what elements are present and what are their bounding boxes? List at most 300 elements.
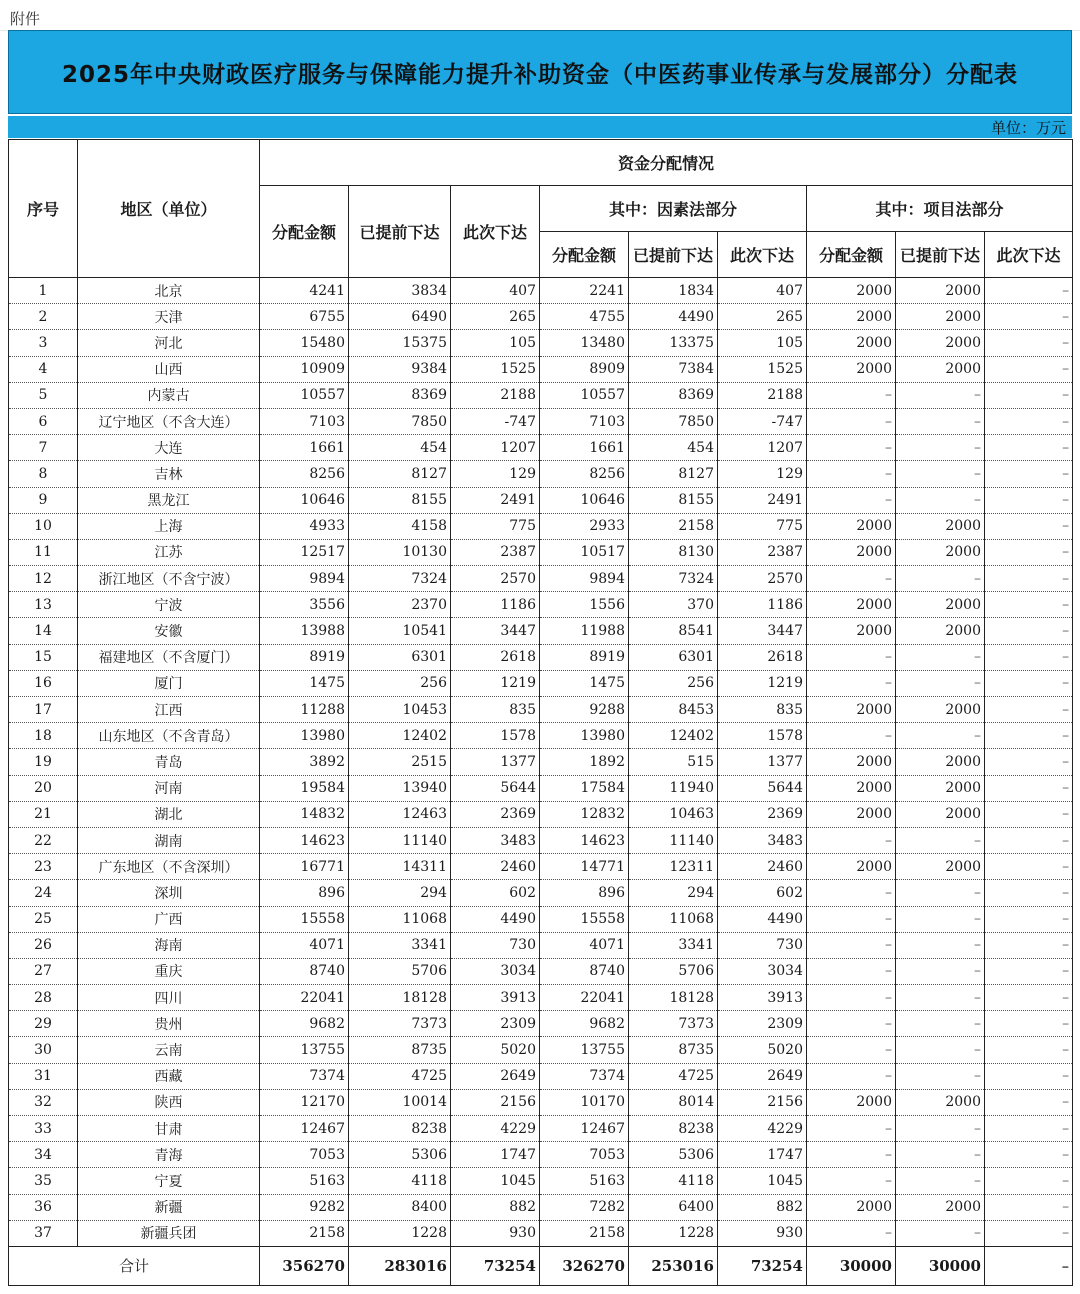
table-row (9, 618, 1073, 644)
row-value: 1661 (260, 435, 349, 461)
row-value: – (896, 1220, 985, 1246)
table-row (9, 644, 1073, 670)
total-cell: 30000 (896, 1246, 985, 1285)
table-row (9, 461, 1073, 487)
row-value: – (985, 1089, 1073, 1115)
row-value: – (985, 958, 1073, 984)
row-value: 9682 (540, 1011, 629, 1037)
row-value: – (807, 382, 896, 408)
row-value: 8155 (349, 487, 451, 513)
row-value: 1228 (629, 1220, 718, 1246)
row-region: 山东地区（不含青岛） (78, 723, 260, 749)
header-project-advance: 已提前下达 (896, 232, 985, 278)
row-seq: 13 (9, 592, 78, 618)
total-cell: 326270 (540, 1246, 629, 1285)
row-value: 1747 (718, 1142, 807, 1168)
document-title: 2025年中央财政医疗服务与保障能力提升补助资金（中医药事业传承与发展部分）分配表 (61, 61, 1018, 88)
row-value: 454 (349, 435, 451, 461)
row-value: – (896, 644, 985, 670)
row-value: 13755 (260, 1037, 349, 1063)
row-value: 14623 (540, 827, 629, 853)
total-cell: 356270 (260, 1246, 349, 1285)
row-value: 730 (451, 932, 540, 958)
header-project-this: 此次下达 (985, 232, 1073, 278)
row-value: 9282 (260, 1194, 349, 1220)
row-value: – (985, 644, 1073, 670)
row-seq: 35 (9, 1168, 78, 1194)
row-value: 13980 (540, 723, 629, 749)
row-value: 3034 (451, 958, 540, 984)
row-value: – (896, 1011, 985, 1037)
row-value: 7324 (629, 566, 718, 592)
row-value: 835 (451, 697, 540, 723)
row-value: 2000 (807, 775, 896, 801)
row-seq: 5 (9, 382, 78, 408)
row-value: 7384 (629, 356, 718, 382)
row-value: 3341 (629, 932, 718, 958)
row-value: 3913 (451, 985, 540, 1011)
row-value: 11288 (260, 697, 349, 723)
row-value: 18128 (349, 985, 451, 1011)
row-region: 西藏 (78, 1063, 260, 1089)
row-value: – (985, 801, 1073, 827)
row-value: – (985, 513, 1073, 539)
row-value: 129 (718, 461, 807, 487)
row-value: 12402 (349, 723, 451, 749)
row-value: 4071 (260, 932, 349, 958)
row-value: 1219 (718, 670, 807, 696)
row-value: – (807, 1063, 896, 1089)
row-value: 19584 (260, 775, 349, 801)
header-project-alloc: 分配金额 (807, 232, 896, 278)
row-value: 7324 (349, 566, 451, 592)
row-region: 重庆 (78, 958, 260, 984)
table-row (9, 1037, 1073, 1063)
row-value: 6301 (349, 644, 451, 670)
row-value: – (896, 723, 985, 749)
row-value: 2000 (807, 854, 896, 880)
row-seq: 26 (9, 932, 78, 958)
row-value: 6755 (260, 304, 349, 330)
row-value: – (985, 1220, 1073, 1246)
row-value: – (985, 670, 1073, 696)
table-row (9, 906, 1073, 932)
total-cell: 73254 (718, 1246, 807, 1285)
table-row (9, 539, 1073, 565)
row-value: – (896, 382, 985, 408)
row-region: 黑龙江 (78, 487, 260, 513)
row-value: – (896, 1037, 985, 1063)
row-seq: 37 (9, 1220, 78, 1246)
row-value: 2000 (807, 697, 896, 723)
row-value: 5306 (349, 1142, 451, 1168)
table-row (9, 932, 1073, 958)
row-value: 835 (718, 697, 807, 723)
allocation-table (8, 139, 1073, 1286)
table-row (9, 408, 1073, 434)
row-value: 2460 (718, 854, 807, 880)
row-value: – (985, 880, 1073, 906)
row-value: – (896, 670, 985, 696)
row-value: 370 (629, 592, 718, 618)
row-value: 13755 (540, 1037, 629, 1063)
table-row (9, 827, 1073, 853)
row-value: 2000 (807, 1194, 896, 1220)
row-region: 辽宁地区（不含大连） (78, 408, 260, 434)
total-label: 合计 (9, 1246, 260, 1285)
row-value: – (985, 592, 1073, 618)
row-value: 8256 (540, 461, 629, 487)
row-value: 5706 (629, 958, 718, 984)
row-value: 1045 (451, 1168, 540, 1194)
row-region: 湖北 (78, 801, 260, 827)
row-value: 2000 (896, 304, 985, 330)
row-value: 22041 (540, 985, 629, 1011)
row-value: 3483 (718, 827, 807, 853)
row-value: 1834 (629, 278, 718, 304)
row-value: 930 (451, 1220, 540, 1246)
row-value: 2369 (451, 801, 540, 827)
row-value: 1578 (451, 723, 540, 749)
row-value: 5644 (451, 775, 540, 801)
row-value: 1747 (451, 1142, 540, 1168)
row-value: 2000 (807, 278, 896, 304)
row-value: 10014 (349, 1089, 451, 1115)
row-value: – (896, 958, 985, 984)
row-seq: 15 (9, 644, 78, 670)
row-value: – (985, 304, 1073, 330)
row-value: 4490 (451, 906, 540, 932)
row-value: 5706 (349, 958, 451, 984)
title-banner (8, 30, 1072, 114)
table-row (9, 749, 1073, 775)
row-value: – (985, 487, 1073, 513)
row-value: 10646 (260, 487, 349, 513)
row-value: – (896, 880, 985, 906)
row-region: 云南 (78, 1037, 260, 1063)
row-value: 2156 (451, 1089, 540, 1115)
row-value: 294 (349, 880, 451, 906)
row-value: – (807, 1037, 896, 1063)
row-value: – (807, 880, 896, 906)
row-value: -747 (718, 408, 807, 434)
row-value: 2000 (807, 618, 896, 644)
row-value: 4229 (718, 1116, 807, 1142)
row-value: 454 (629, 435, 718, 461)
row-value: – (896, 906, 985, 932)
table-row (9, 566, 1073, 592)
row-value: 9288 (540, 697, 629, 723)
row-value: – (985, 1037, 1073, 1063)
row-region: 青岛 (78, 749, 260, 775)
row-seq: 34 (9, 1142, 78, 1168)
row-value: – (807, 435, 896, 461)
row-value: – (985, 435, 1073, 461)
row-value: 2000 (807, 801, 896, 827)
row-region: 海南 (78, 932, 260, 958)
row-value: 8735 (349, 1037, 451, 1063)
row-value: – (985, 1142, 1073, 1168)
row-value: 2000 (896, 749, 985, 775)
total-cell: 30000 (807, 1246, 896, 1285)
row-region: 广东地区（不含深圳） (78, 854, 260, 880)
row-value: – (896, 408, 985, 434)
row-value: 2570 (718, 566, 807, 592)
row-value: 775 (451, 513, 540, 539)
table-row (9, 513, 1073, 539)
row-value: 11140 (629, 827, 718, 853)
row-value: 3483 (451, 827, 540, 853)
row-seq: 22 (9, 827, 78, 853)
row-value: 602 (451, 880, 540, 906)
row-value: – (896, 932, 985, 958)
row-value: 8155 (629, 487, 718, 513)
top-grid-line (0, 0, 1080, 31)
row-seq: 17 (9, 697, 78, 723)
row-value: 2000 (896, 801, 985, 827)
row-value: 2188 (451, 382, 540, 408)
row-value: 3341 (349, 932, 451, 958)
row-seq: 3 (9, 330, 78, 356)
row-value: 5644 (718, 775, 807, 801)
table-row (9, 1168, 1073, 1194)
row-value: 407 (718, 278, 807, 304)
row-value: 896 (540, 880, 629, 906)
row-value: 1207 (718, 435, 807, 461)
row-value: 8369 (349, 382, 451, 408)
row-value: 1661 (540, 435, 629, 461)
table-row (9, 854, 1073, 880)
table-row (9, 958, 1073, 984)
row-value: 7103 (260, 408, 349, 434)
row-value: 2158 (260, 1220, 349, 1246)
row-value: 8238 (349, 1116, 451, 1142)
row-value: 2156 (718, 1089, 807, 1115)
row-value: 8014 (629, 1089, 718, 1115)
row-value: 4933 (260, 513, 349, 539)
row-value: 1892 (540, 749, 629, 775)
row-region: 青海 (78, 1142, 260, 1168)
row-value: 5306 (629, 1142, 718, 1168)
row-value: 16771 (260, 854, 349, 880)
row-value: 8400 (349, 1194, 451, 1220)
row-value: – (807, 723, 896, 749)
row-value: – (985, 1194, 1073, 1220)
row-value: 2000 (896, 330, 985, 356)
row-seq: 9 (9, 487, 78, 513)
row-region: 深圳 (78, 880, 260, 906)
row-value: 11068 (349, 906, 451, 932)
row-value: – (985, 854, 1073, 880)
attachment-label: 附件 (10, 10, 41, 28)
row-value: – (807, 566, 896, 592)
row-seq: 14 (9, 618, 78, 644)
row-value: 882 (718, 1194, 807, 1220)
row-value: 775 (718, 513, 807, 539)
row-value: 15480 (260, 330, 349, 356)
row-region: 山西 (78, 356, 260, 382)
row-value: 1045 (718, 1168, 807, 1194)
row-value: 13940 (349, 775, 451, 801)
row-value: 1475 (540, 670, 629, 696)
table-row (9, 1116, 1073, 1142)
row-value: 2241 (540, 278, 629, 304)
row-seq: 8 (9, 461, 78, 487)
row-value: – (985, 382, 1073, 408)
header-factor-part: 其中：因素法部分 (540, 186, 807, 232)
row-value: 1228 (349, 1220, 451, 1246)
table-row (9, 670, 1073, 696)
row-value: 2000 (896, 513, 985, 539)
row-value: 10557 (260, 382, 349, 408)
row-value: 12467 (540, 1116, 629, 1142)
header-issued-in-advance: 已提前下达 (349, 186, 451, 278)
row-value: 2000 (807, 356, 896, 382)
row-value: – (896, 461, 985, 487)
total-cell: 283016 (349, 1246, 451, 1285)
row-value: – (985, 539, 1073, 565)
row-value: – (985, 461, 1073, 487)
row-value: 2618 (718, 644, 807, 670)
row-region: 四川 (78, 985, 260, 1011)
row-value: 7850 (629, 408, 718, 434)
row-value: 7373 (349, 1011, 451, 1037)
row-value: 2491 (718, 487, 807, 513)
row-value: -747 (451, 408, 540, 434)
table-row (9, 723, 1073, 749)
row-value: 5163 (260, 1168, 349, 1194)
row-value: 4118 (349, 1168, 451, 1194)
row-value: 2000 (896, 356, 985, 382)
row-value: 2188 (718, 382, 807, 408)
row-value: – (896, 827, 985, 853)
row-value: 2000 (896, 1089, 985, 1115)
row-region: 江西 (78, 697, 260, 723)
row-value: 515 (629, 749, 718, 775)
row-value: 4158 (349, 513, 451, 539)
row-value: 8130 (629, 539, 718, 565)
row-value: 7282 (540, 1194, 629, 1220)
row-seq: 25 (9, 906, 78, 932)
row-seq: 36 (9, 1194, 78, 1220)
table-row (9, 985, 1073, 1011)
row-value: 4725 (349, 1063, 451, 1089)
total-cell: – (985, 1246, 1073, 1285)
row-seq: 23 (9, 854, 78, 880)
row-seq: 30 (9, 1037, 78, 1063)
row-value: 12463 (349, 801, 451, 827)
row-value: 2370 (349, 592, 451, 618)
row-value: 8127 (349, 461, 451, 487)
row-value: 10557 (540, 382, 629, 408)
row-value: 8256 (260, 461, 349, 487)
row-region: 江苏 (78, 539, 260, 565)
row-value: 2000 (896, 697, 985, 723)
unit-label: 单位：万元 (990, 118, 1066, 137)
row-value: 8453 (629, 697, 718, 723)
row-value: – (896, 566, 985, 592)
table-row (9, 435, 1073, 461)
row-seq: 6 (9, 408, 78, 434)
unit-bar (8, 116, 1072, 138)
row-region: 河北 (78, 330, 260, 356)
header-project-part: 其中：项目法部分 (807, 186, 1073, 232)
row-value: 6301 (629, 644, 718, 670)
row-value: 2000 (896, 592, 985, 618)
row-value: 17584 (540, 775, 629, 801)
row-value: 8919 (260, 644, 349, 670)
row-value: 2158 (629, 513, 718, 539)
row-value: 4490 (629, 304, 718, 330)
table-row (9, 1142, 1073, 1168)
row-seq: 32 (9, 1089, 78, 1115)
row-value: 15558 (260, 906, 349, 932)
row-region: 上海 (78, 513, 260, 539)
row-value: 5020 (451, 1037, 540, 1063)
row-region: 宁波 (78, 592, 260, 618)
row-value: – (985, 775, 1073, 801)
table-row (9, 278, 1073, 304)
header-this-issue: 此次下达 (451, 186, 540, 278)
row-value: 1377 (451, 749, 540, 775)
row-value: 2460 (451, 854, 540, 880)
row-seq: 18 (9, 723, 78, 749)
row-value: 12517 (260, 539, 349, 565)
row-value: 3913 (718, 985, 807, 1011)
table-row (9, 697, 1073, 723)
row-value: 2649 (451, 1063, 540, 1089)
row-value: 2000 (896, 854, 985, 880)
row-value: 2309 (451, 1011, 540, 1037)
row-value: – (807, 1168, 896, 1194)
table-row (9, 801, 1073, 827)
row-seq: 29 (9, 1011, 78, 1037)
row-seq: 21 (9, 801, 78, 827)
row-value: 3556 (260, 592, 349, 618)
row-value: 2000 (896, 618, 985, 644)
row-value: 2933 (540, 513, 629, 539)
row-region: 新疆兵团 (78, 1220, 260, 1246)
table-body (9, 278, 1073, 1247)
row-seq: 4 (9, 356, 78, 382)
table-footer (9, 1246, 1073, 1285)
row-value: 602 (718, 880, 807, 906)
row-seq: 16 (9, 670, 78, 696)
row-value: 4071 (540, 932, 629, 958)
row-value: 7374 (540, 1063, 629, 1089)
row-value: 12170 (260, 1089, 349, 1115)
row-value: – (985, 827, 1073, 853)
table-row (9, 592, 1073, 618)
row-value: 2491 (451, 487, 540, 513)
row-value: 730 (718, 932, 807, 958)
row-region: 湖南 (78, 827, 260, 853)
table-row (9, 330, 1073, 356)
row-value: 2158 (540, 1220, 629, 1246)
row-value: – (807, 1142, 896, 1168)
row-value: 3447 (718, 618, 807, 644)
table-header (9, 140, 1073, 278)
row-value: 10541 (349, 618, 451, 644)
row-value: – (807, 487, 896, 513)
row-value: – (896, 1142, 985, 1168)
row-value: 7850 (349, 408, 451, 434)
row-value: 2570 (451, 566, 540, 592)
row-value: – (985, 1116, 1073, 1142)
row-seq: 10 (9, 513, 78, 539)
total-cell: 73254 (451, 1246, 540, 1285)
row-region: 陕西 (78, 1089, 260, 1115)
